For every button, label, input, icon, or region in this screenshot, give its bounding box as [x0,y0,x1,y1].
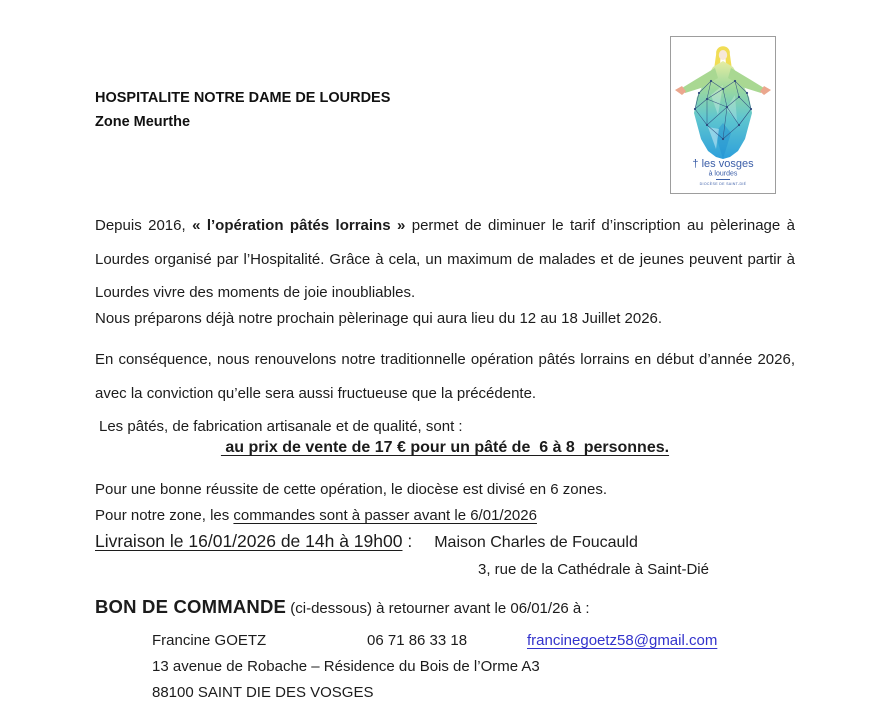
contact-name: Francine GOETZ [152,632,267,649]
contact-row [152,632,717,649]
organization-zone: Zone Meurthe [95,114,191,130]
logo-diocese-caption: DIOCÈSE DE SAINT-DIÉ [699,182,747,186]
delivery-colon: : [402,531,413,551]
contact-address-line2: 88100 SAINT DIE DES VOSGES [152,684,374,701]
delivery-location-address: 3, rue de la Cathédrale à Saint-Dié [478,561,709,578]
virgin-mary-illustration [671,37,775,193]
order-form-heading-line [95,596,590,618]
zones-line2-pre: Pour notre zone, les [95,507,234,524]
price-line [95,439,795,457]
p1-text-post: permet de diminuer le tarif d’inscription au pèlerinage à Lourdes organisé par l’Hospitalité. Grâce à cela, un maximum de malades et de jeunes peuvent partir à Lourdes vivre des moments de joie inoubliables. [95,217,795,301]
p1-text-pre: Depuis 2016, [95,217,193,234]
delivery-line [95,531,638,552]
logo-wordmark-line2: à lourdes [708,170,738,178]
diocese-logo [670,36,776,194]
paragraph-zones [95,477,795,529]
contact-address-line1: 13 avenue de Robache – Résidence du Bois de l’Orme A3 [152,658,540,675]
logo-wordmark-line1: † les vosges [692,158,754,170]
order-deadline-underlined: commandes sont à passer avant le 6/01/2026 [233,507,537,524]
order-form-instructions: (ci-dessous) à retourner avant le 06/01/26 à : [286,600,590,617]
paragraph-pilgrimage-date: Nous préparons déjà notre prochain pèlerinage qui aura lieu du 12 au 18 Juillet 2026. [95,310,663,327]
letterhead [95,86,390,134]
p1-operation-bold: « l’opération pâtés lorrains » [192,217,406,234]
price-underlined-text: au prix de vente de 17 € pour un pâté de 6 à 8 personnes. [220,439,670,456]
contact-phone: 06 71 86 33 18 [367,632,468,649]
paragraph-intro [95,209,795,310]
paragraph-renewal: En conséquence, nous renouvelons notre traditionnelle opération pâtés lorrains en début d’année 2026, avec la conviction qu’elle sera aussi fructueuse que la précédente. [95,351,795,402]
delivery-date-underlined: Livraison le 16/01/2026 de 14h à 19h00 [95,531,403,551]
organization-name: HOSPITALITE NOTRE DAME DE LOURDES [95,90,391,106]
contact-email-link[interactable]: francinegoetz58@gmail.com [527,632,718,649]
delivery-location-name: Maison Charles de Foucauld [434,534,638,551]
zones-line1: Pour une bonne réussite de cette opération, le diocèse est divisé en 6 zones. [95,481,607,498]
order-form-title: BON DE COMMANDE [95,596,287,617]
paragraph-pates-quality: Les pâtés, de fabrication artisanale et de qualité, sont : [99,418,463,435]
